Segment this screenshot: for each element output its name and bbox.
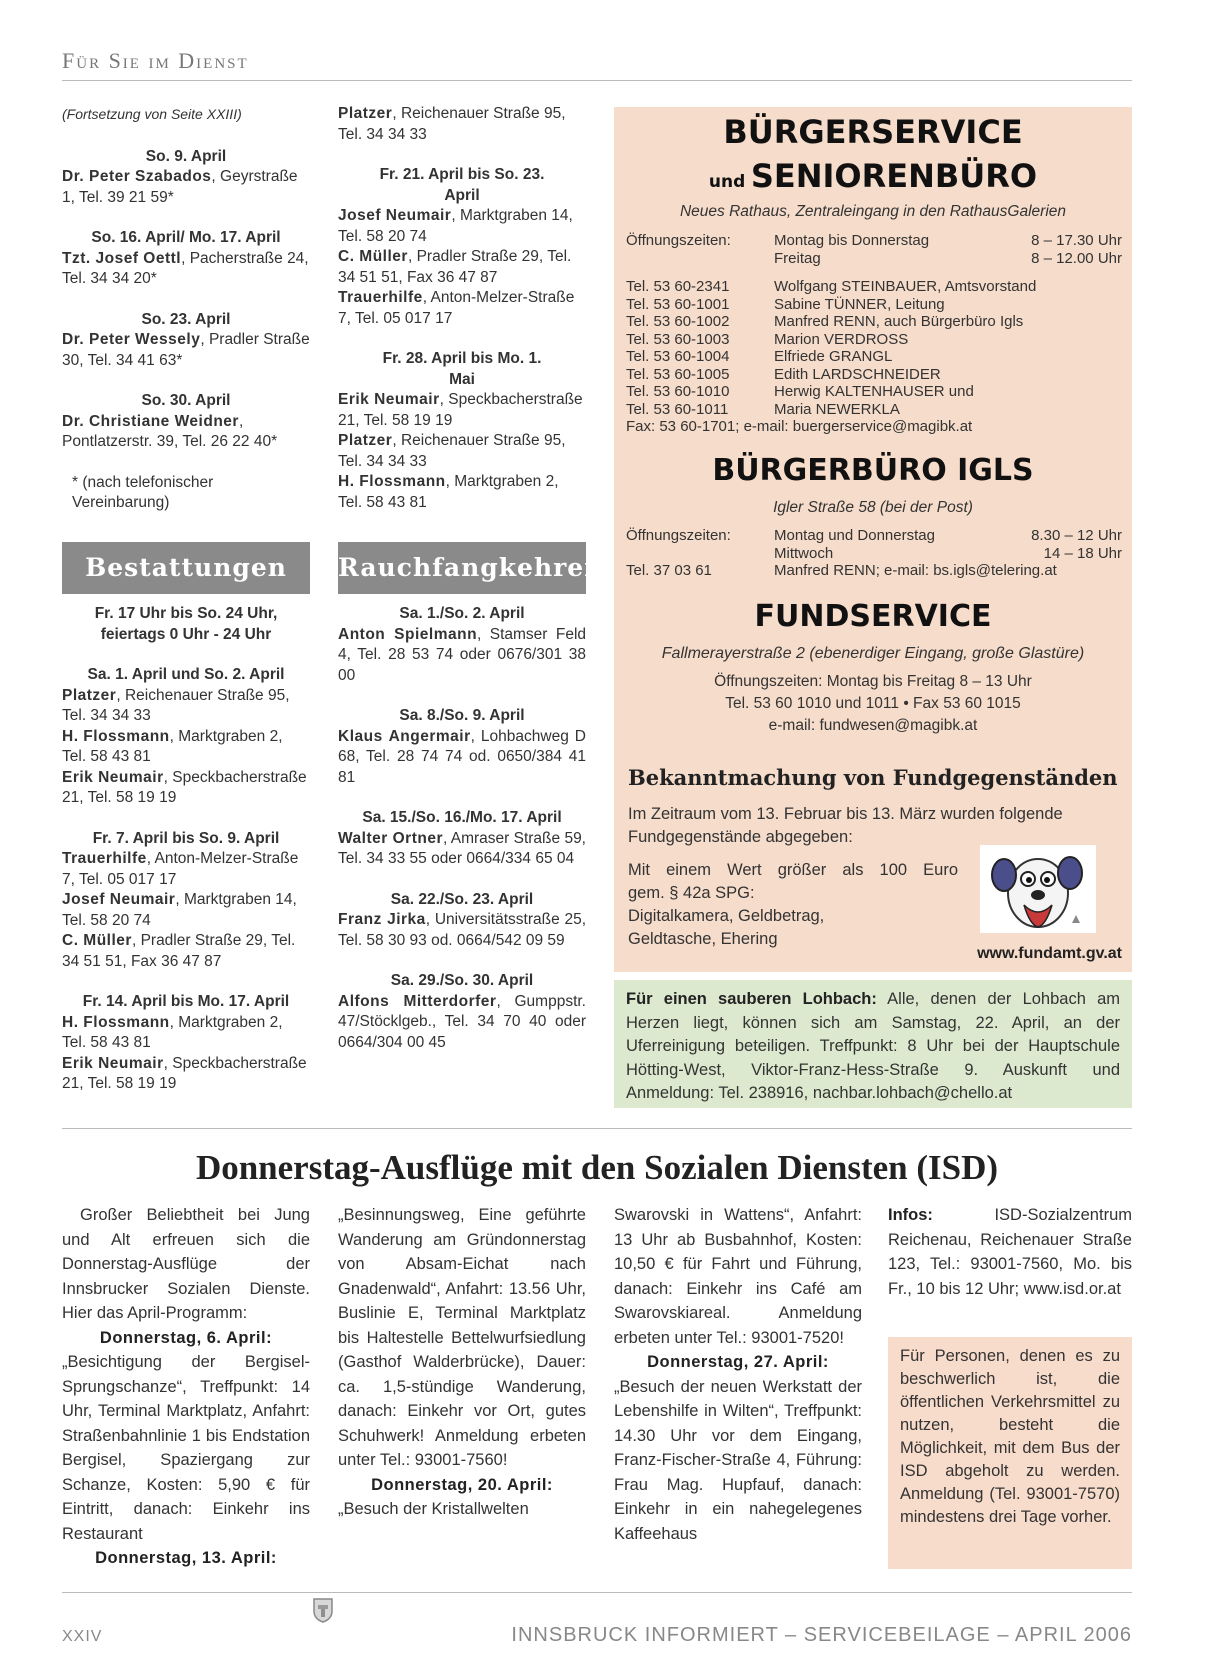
hours-time: 8.30 – 12 Uhr xyxy=(1031,527,1122,544)
entry-text: , Marktgraben 2, Tel. 58 43 81 xyxy=(338,473,559,511)
staff-row xyxy=(626,278,1122,296)
bestattungen-continued-column xyxy=(338,104,586,513)
fundservice-title: FUNDSERVICE xyxy=(754,599,992,634)
igls-table xyxy=(626,527,1122,580)
continuation-note: (Fortsetzung von Seite XXIII) xyxy=(62,106,242,122)
entry-date: Fr. 21. April bis So. 23. April xyxy=(379,166,545,204)
staff-tel: Tel. 53 60-1001 xyxy=(626,295,730,313)
hours-label: Öffnungszeiten: xyxy=(626,527,731,544)
entry-date: Sa. 22./So. 23. April xyxy=(390,890,534,908)
entry-text: , Marktgraben 14, Tel. 58 20 74 xyxy=(338,207,573,245)
page-number: XXIV xyxy=(62,1628,103,1645)
bus-service-box xyxy=(888,1337,1132,1569)
event-date: Donnerstag, 6. April: xyxy=(99,1328,273,1347)
lohbach-text: Alle, denen der Lohbach am Herzen liegt, können sich am Samstag, 22. April, an der Uferreinigung beteiligen. Treffpunkt: 8 Uhr bei der Hauptschule Hötting-West, Viktor-Franz-Hess-Straße 9. Auskunft und Anmeldung: Tel. 238916, nachbar.lohbach@chello.at xyxy=(626,990,1120,1102)
hours-label: Öffnungszeiten: xyxy=(626,232,731,249)
title-seniorenbuero: SENIORENBÜRO xyxy=(750,157,1038,195)
buergerservice-subtitle: Neues Rathaus, Zentraleingang in den RathausGalerien xyxy=(679,203,1067,220)
fund-item-line: Digitalkamera, Geldbetrag, xyxy=(628,907,825,925)
bus-service-text: Für Personen, denen es zu beschwerlich ist, die öffentlichen Verkehrsmittel zu nutzen, besteht die Möglichkeit, mit dem Bus der ISD abgeholt zu werden. Anmeldung (Tel. 93001-7570) mindestens drei Tage vorher. xyxy=(900,1347,1120,1526)
staff-row xyxy=(626,401,1122,419)
footer-rule xyxy=(62,1592,1132,1593)
infos-label: Infos: xyxy=(888,1206,933,1224)
hours-time: 8 – 17.30 Uhr xyxy=(1031,232,1122,249)
fund-item-line: Mit einem Wert größer als 100 Euro xyxy=(628,861,958,879)
entry-date: So. 16. April/ Mo. 17. April xyxy=(91,229,281,246)
staff-name: Maria NEWERKLA xyxy=(774,400,900,418)
entry-date: Fr. 7. April bis So. 9. April xyxy=(92,829,280,847)
article-title: Donnerstag-Ausflüge mit den Sozialen Diensten (ISD) xyxy=(195,1148,999,1187)
entry-date: Fr. 28. April bis Mo. 1. Mai xyxy=(382,350,542,388)
rauchfangkehrer-column xyxy=(338,604,586,1053)
entry-text: , Universitätsstraße 25, Tel. 58 30 93 od. 0664/542 09 59 xyxy=(338,911,586,949)
staff-tel: Tel. 53 60-1004 xyxy=(626,348,730,365)
staff-name: Elfriede GRANGL xyxy=(774,348,893,365)
entry-text: , Marktgraben 14, Tel. 58 20 74 xyxy=(62,891,297,929)
entry-text: , Pacherstraße 24, Tel. 34 34 20* xyxy=(62,249,309,287)
entry-name: Klaus Angermair xyxy=(338,727,471,745)
article-rule xyxy=(62,1128,1132,1129)
entry-name: Platzer xyxy=(62,686,117,704)
staff-row xyxy=(626,313,1122,331)
entry-text: , Speckbacherstraße 21, Tel. 58 19 19 xyxy=(338,391,583,429)
hours-days: Freitag xyxy=(774,249,821,267)
event-description: „Besuch der neuen Werkstatt der Lebenshilfe in Wilten“, Treffpunkt: 14.30 Uhr vor dem Eingang, Franz-Fischer-Straße 4, Führung: Frau Mag. Hupfauf, danach: Einkehr in ein nahegelegenes Kaffeehaus xyxy=(614,1377,862,1543)
article-column-1 xyxy=(62,1203,310,1571)
entry-name: Platzer xyxy=(338,432,393,449)
section-header: Für Sie im Dienst xyxy=(62,48,249,73)
coat-of-arms-logo xyxy=(312,1597,334,1623)
entry-date: Sa. 1./So. 2. April xyxy=(399,605,525,622)
entry-name: Dr. Peter Wessely xyxy=(62,331,201,348)
entry-text: , Lohbachweg D 68, Tel. 28 74 74 od. 0650/384 41 81 xyxy=(338,727,586,786)
entry-name: Dr. Peter Szabados xyxy=(62,168,212,185)
rauchfangkehrer-heading: Rauchfangkehrer xyxy=(338,542,586,594)
entry-name: H. Flossmann xyxy=(62,727,170,745)
staff-tel: Tel. 53 60-1005 xyxy=(626,365,730,383)
entry-text: , Speckbacherstraße 21, Tel. 58 19 19 xyxy=(62,1054,307,1092)
staff-row xyxy=(626,348,1122,366)
entry-text: , Reichenauer Straße 95, Tel. 34 34 33 xyxy=(62,686,290,724)
entry-date: Sa. 8./So. 9. April xyxy=(399,707,525,724)
entry-text: , Amraser Straße 59, Tel. 34 33 55 oder 0664/334 65 04 xyxy=(338,829,586,867)
publication-name: INNSBRUCK INFORMIERT – SERVICEBEILAGE – APRIL 2006 xyxy=(511,1624,1132,1646)
entry-name: Trauerhilfe xyxy=(338,289,423,306)
bestattungen-column xyxy=(62,604,310,1095)
entry-name: Erik Neumair xyxy=(62,768,164,786)
entry-name: Josef Neumair xyxy=(338,207,452,224)
entry-name: H. Flossmann xyxy=(338,473,446,490)
crest-icon xyxy=(312,1597,334,1623)
seniorenbuero-title xyxy=(614,157,1132,195)
footnote: * (nach telefonischer Vereinbarung) xyxy=(72,473,214,511)
bekanntmachung-title: Bekanntmachung von Fundgegenständen xyxy=(628,765,1118,790)
entry-name: Walter Ortner xyxy=(338,829,443,847)
entry-date: Sa. 15./So. 16./Mo. 17. April xyxy=(362,809,562,826)
entry-name: Erik Neumair xyxy=(338,391,440,408)
lohbach-notice xyxy=(614,980,1132,1108)
hours-time: 8 – 12.00 Uhr xyxy=(1031,249,1122,267)
staff-name: Wolfgang STEINBAUER, Amtsvorstand xyxy=(774,278,1037,295)
entry-name: Anton Spielmann xyxy=(338,625,478,643)
staff-row xyxy=(626,331,1122,349)
entry-date: Sa. 29./So. 30. April xyxy=(390,972,534,989)
staff-name: Marion VERDROSS xyxy=(774,330,909,348)
opening-hours: Fr. 17 Uhr bis So. 24 Uhr, feiertags 0 Uhr - 24 Uhr xyxy=(94,605,278,643)
fund-item-line: Geldtasche, Ehering xyxy=(628,930,778,948)
entry-date: So. 23. April xyxy=(141,310,231,328)
fund-items xyxy=(628,859,958,951)
staff-name: Edith LARDSCHNEIDER xyxy=(774,365,941,383)
hours-days: Mittwoch xyxy=(774,544,834,562)
staff-tel: Tel. 53 60-1002 xyxy=(626,313,730,330)
staff-row xyxy=(626,366,1122,384)
entry-name: Trauerhilfe xyxy=(62,850,147,867)
entry-text: , Speckbacherstraße 21, Tel. 58 19 19 xyxy=(62,768,307,806)
entry-text: , Pradler Straße 29, Tel. 34 51 51, Fax 36 47 87 xyxy=(62,932,296,970)
entry-text: , Pradler Straße 29, Tel. 34 51 51, Fax 36 47 87 xyxy=(338,248,572,286)
staff-table xyxy=(626,278,1122,436)
article-column-4 xyxy=(888,1203,1132,1301)
hours-time: 14 – 18 Uhr xyxy=(1043,544,1122,562)
entry-date: So. 9. April xyxy=(145,147,227,165)
entry-date: Fr. 14. April bis Mo. 17. April xyxy=(82,993,290,1010)
fund-item-line: gem. § 42a SPG: xyxy=(628,884,755,902)
event-date: Donnerstag, 20. April: xyxy=(371,1475,553,1494)
staff-name: Manfred RENN, auch Bürgerbüro Igls xyxy=(774,313,1024,330)
entry-text: , Marktgraben 2, Tel. 58 43 81 xyxy=(62,727,283,765)
entry-text: , Reichenauer Straße 95, Tel. 34 34 33 xyxy=(338,432,566,470)
fundservice-phone: Tel. 53 60 1010 und 1011 • Fax 53 60 1015 xyxy=(725,695,1021,712)
event-description: „Besinnungsweg, Eine geführte Wanderung am Gründonnerstag von Absam-Eichat nach Gnadenwald“, Anfahrt: 13.56 Uhr, Buslinie E, Terminal Marktplatz bis Haltestelle Bettelwurfsiedlung (Gasthof Walderbrücke), Dauer: ca. 1,5-stündige Wanderung, danach: Einkehr vor Ort, gutes Schuhwerk! Anmeldung erbeten unter Tel.: 93001-7560! xyxy=(338,1206,586,1469)
fax-email[interactable]: Fax: 53 60-1701; e-mail: buergerservice@magibk.at xyxy=(626,418,973,435)
event-description: „Besuch der Kristallwelten xyxy=(338,1500,529,1518)
entry-name: C. Müller xyxy=(62,932,132,949)
entry-text: , Pradler Straße 30, Tel. 34 41 63* xyxy=(62,331,310,369)
entry-name: Alfons Mitterdorfer xyxy=(338,992,497,1010)
entry-text: , Pontlatzerstr. 39, Tel. 26 22 40* xyxy=(62,412,278,450)
fundservice-info xyxy=(614,671,1132,737)
staff-name: Herwig KALTENHAUSER und xyxy=(774,383,974,400)
bestattungen-heading: Bestattungen xyxy=(62,542,310,594)
lohbach-text-block xyxy=(626,988,1120,1106)
entry-name: H. Flossmann xyxy=(62,1013,170,1031)
title-conjunction: und xyxy=(708,172,746,192)
entry-name: C. Müller xyxy=(338,248,408,265)
article-column-2 xyxy=(338,1203,586,1522)
staff-name: Sabine TÜNNER, Leitung xyxy=(774,295,945,313)
fundservice-hours: Öffnungszeiten: Montag bis Freitag 8 – 13 Uhr xyxy=(714,673,1032,690)
staff-tel: Tel. 53 60-1010 xyxy=(626,383,730,400)
hours-days: Montag und Donnerstag xyxy=(774,527,935,544)
lohbach-lead: Für einen sauberen Lohbach: xyxy=(626,990,877,1008)
entry-text: , Anton-Melzer-Straße 7, Tel. 05 017 17 xyxy=(338,289,575,327)
staff-tel: Tel. 53 60-2341 xyxy=(626,278,730,295)
dog-icon xyxy=(980,845,1096,933)
entry-name: Franz Jirka xyxy=(338,911,426,928)
igls-title: BÜRGERBÜRO IGLS xyxy=(712,453,1034,488)
staff-row xyxy=(626,296,1122,314)
entry-text: , Marktgraben 2, Tel. 58 43 81 xyxy=(62,1013,283,1051)
event-date: Donnerstag, 13. April: xyxy=(95,1549,277,1567)
entry-text: , Stamser Feld 4, Tel. 28 53 74 oder 0676/301 38 00 xyxy=(338,625,587,684)
event-date: Donnerstag, 27. April: xyxy=(647,1353,829,1371)
igls-tel: Tel. 37 03 61 xyxy=(626,562,712,579)
fundservice-email[interactable]: e-mail: fundwesen@magibk.at xyxy=(768,717,978,734)
fundamt-mascot-image xyxy=(980,845,1096,933)
buergerservice-title: BÜRGERSERVICE xyxy=(723,113,1023,151)
article-column-3 xyxy=(614,1203,862,1546)
entry-text: , Geyrstraße 1, Tel. 39 21 59* xyxy=(62,168,298,206)
staff-row xyxy=(626,383,1122,401)
infos-text: ISD-Sozialzentrum Reichenau, Reichenauer Straße 123, Tel.: 93001-7560, Mo. bis Fr., 10 bis 12 Uhr; www.isd.or.at xyxy=(888,1206,1132,1298)
fundamt-link[interactable]: www.fundamt.gv.at xyxy=(977,945,1122,962)
header-rule xyxy=(62,80,1132,81)
tierarzt-column xyxy=(62,104,310,514)
entry-text: , Gumppstr. 47/Stöcklgeb., Tel. 34 70 40 oder 0664/304 00 45 xyxy=(338,992,586,1051)
event-description: „Besichtigung der Bergisel-Sprungschanze“, Treffpunkt: 14 Uhr, Terminal Marktplatz, Anfahrt: Straßenbahnlinie 1 bis Endstation Bergisel, Spaziergang zur Schanze, Kosten: 5,90 € für Eintritt, danach: Einkehr ins Restaurant xyxy=(62,1353,310,1543)
staff-tel: Tel. 53 60-1003 xyxy=(626,330,730,348)
buergerservice-hours xyxy=(626,232,1122,267)
staff-tel: Tel. 53 60-1011 xyxy=(626,400,729,418)
entry-name: Platzer xyxy=(338,105,393,122)
entry-text: , Reichenauer Straße 95, Tel. 34 34 33 xyxy=(338,105,566,143)
entry-name: Erik Neumair xyxy=(62,1054,164,1072)
entry-name: Dr. Christiane Weidner xyxy=(62,412,239,430)
igls-subtitle: Igler Straße 58 (bei der Post) xyxy=(773,499,973,516)
entry-name: Tzt. Josef Oettl xyxy=(62,249,182,267)
fundservice-subtitle: Fallmerayerstraße 2 (ebenerdiger Eingang, große Glastüre) xyxy=(661,645,1085,662)
entry-name: Josef Neumair xyxy=(62,891,176,908)
entry-text: , Anton-Melzer-Straße 7, Tel. 05 017 17 xyxy=(62,850,299,888)
igls-contact[interactable]: Manfred RENN; e-mail: bs.igls@telering.at xyxy=(774,562,1057,579)
buergerservice-box xyxy=(614,107,1132,972)
entry-date: Sa. 1. April und So. 2. April xyxy=(87,666,285,683)
hours-days: Montag bis Donnerstag xyxy=(774,232,930,249)
entry-date: So. 30. April xyxy=(141,392,231,409)
article-intro: Großer Beliebtheit bei Jung und Alt erfreuen sich die Donnerstag-Ausflüge der Innsbrucker Sozialen Dienste. Hier das April-Programm: xyxy=(62,1206,310,1322)
bekanntmachung-intro: Im Zeitraum vom 13. Februar bis 13. März wurden folgende Fundgegenstände abgegeben: xyxy=(628,805,1063,846)
event-description: Swarovski in Wattens“, Anfahrt: 13 Uhr ab Busbahnhof, Kosten: 10,50 € für Fahrt und Führung, danach: Einkehr ins Café am Swarovskiareal. Anmeldung erbeten unter Tel.: 93001-7520! xyxy=(614,1206,862,1347)
